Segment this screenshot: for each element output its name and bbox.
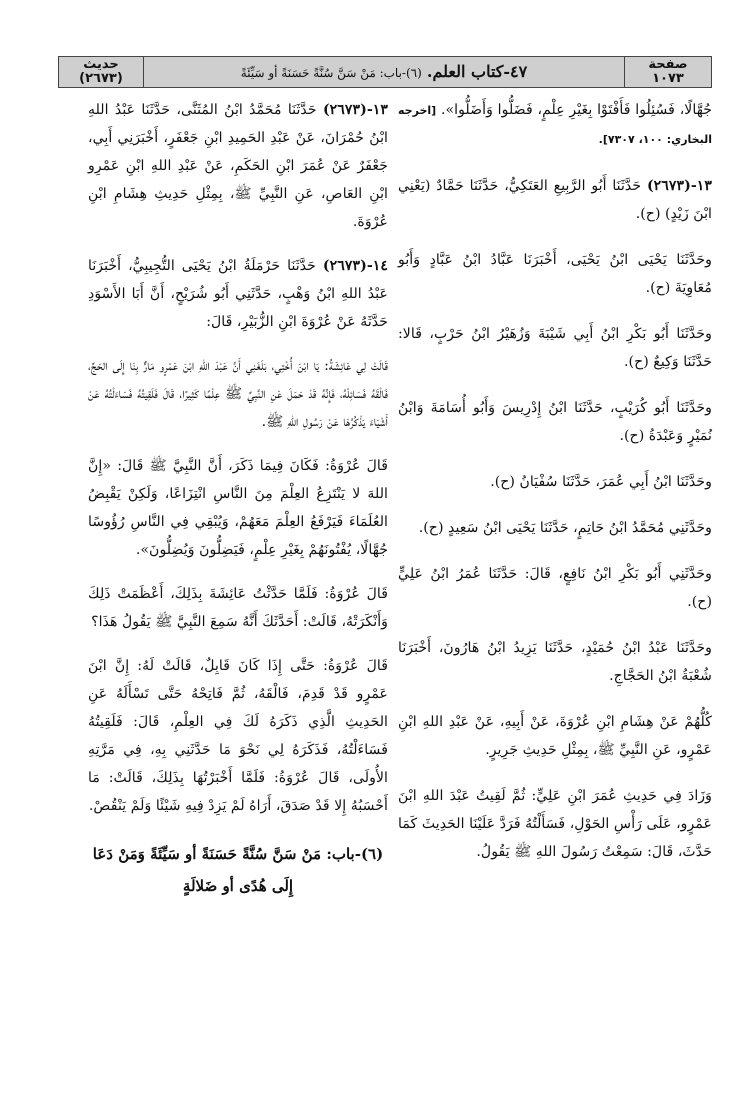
narration-chain: وحَدَّثَنِي أَبُو بَكْرِ ابْنُ نَافِعٍ، قَالَ: حَدَّثَنَا عُمَرُ ابْنُ عَلِيٍّ (ح). [398, 566, 712, 610]
hadith-label: حديث [83, 57, 119, 72]
narration-chain: وَزَادَ فِي حَدِيثِ عُمَرَ ابْنِ عَلِيٍّ: ثُمَّ لَقِيتُ عَبْدَ اللهِ ابْنَ عَمْرٍو، عَلَى رَأْسِ الحَوْلِ، فَسَأَلْتُهُ فَرَدَّ عَلَيْنَا الحَدِيثَ كَمَا حَدَّثَ، قَالَ: سَمِعْتُ رَسُولَ اللهِ ﷺ يَقُولُ. [398, 788, 712, 860]
hadith-text: جُهَّالًا، فَسُئِلُوا فَأَفْتَوْا بِغَيْرِ عِلْمٍ، فَضَلُّوا وَأَضَلُّوا». [اخرجه البخاري: ١٠٠، ٧٣٠٧]. [398, 102, 713, 146]
hadith-text: ١٣-(٢٦٧٣) حَدَّثَنَا مُحَمَّدُ ابْنُ المُثَنَّى، حَدَّثَنَا عَبْدُ اللهِ ابْنُ حُمْرَانَ، عَنْ عَبْدِ الحَمِيدِ ابْنِ جَعْفَرٍ، أَخْبَرَنِي أَبِي، جَعْفَرٌ عَنْ عُمَرَ ابْنِ الحَكَمِ، عَنْ عَبْدِ اللهِ ابْنِ عَمْرِو ابْنِ العَاصِ، عَنِ النَّبِيِّ ﷺ، بِمِثْلِ حَدِيثِ هِشَامِ ابْنِ عُرْوَةَ. [88, 102, 389, 230]
right-column [398, 96, 712, 866]
hadith-text: قَالَ عُرْوَةُ: فَكَانَ فِيمَا ذَكَرَ، أَنَّ النَّبِيَّ ﷺ قَالَ: «إِنَّ اللهَ لا يَنْتَزِعُ العِلْمَ مِنَ النَّاسِ انْتِزَاعًا، وَلَكِنْ يَقْبِضُ العُلَمَاءَ فَيَرْفَعُ العِلْمَ مَعَهُمْ، وَيُبْقِي فِي النَّاسِ رُؤُوسًا جُهَّالًا، يُفْتُونَهُمْ بِغَيْرِ عِلْمٍ، فَيَضِلُّونَ وَيُضِلُّونَ». [88, 458, 388, 558]
chapter-ref: (٦)-باب: مَنْ سَنَّ سُنَّةً حَسَنَةً أو سَيِّئَةً [240, 66, 422, 80]
page-label: صفحة [648, 57, 688, 72]
hadith-text: قَالَ عُرْوَةُ: حَتَّى إِذَا كَانَ قَابِلٌ، قَالَتْ لَهُ: إِنَّ ابْنَ عَمْرٍو قَدْ قَدِمَ، فَالْقَهُ، ثُمَّ فَاتِحْهُ حَتَّى تَسْأَلَهُ عَنِ الحَدِيثِ الَّذِي ذَكَرَهُ لَكَ فِي العِلْمِ، قَالَ: فَلَقِيتُهُ فَسَاءَلْتُهُ، فَذَكَرَهُ لِي نَحْوَ مَا حَدَّثَنِي بِهِ، فِي مَرَّتِهِ الأُولَى، قَالَ عُرْوَةُ: فَلَمَّا أَخْبَرْتُهَا بِذَلِكَ، قَالَتْ: مَا أَحْسَبُهُ إِلا قَدْ صَدَقَ، أَرَاهُ لَمْ يَزِدْ فِيهِ شَيْئًا وَلَمْ يَنْقُصْ. [88, 658, 388, 814]
narration-chain: وحَدَّثَنِي مُحَمَّدُ ابْنُ حَاتِمٍ، حَدَّثَنَا يَحْيَى ابْنُ سَعِيدٍ (ح). [418, 520, 712, 536]
page-number: ١٠٧٣ [652, 71, 684, 86]
hadith-number: (٢٦٧٣) [79, 71, 123, 86]
book-title: ٤٧-كتاب العلم. [426, 62, 528, 81]
hadith-number: ١٤-(٢٦٧٣) [322, 258, 388, 274]
narration-chain: وحَدَّثَنَا أَبُو كُرَيْبٍ، حَدَّثَنَا ابْنُ إِدْرِيسَ وَأَبُو أُسَامَةَ وَابْنُ نُمَيْرٍ وَعَبْدَةُ (ح). [398, 400, 712, 444]
narration-chain: وحَدَّثَنَا يَحْيَى ابْنُ يَحْيَى، أَخْبَرَنَا عَبَّادُ ابْنُ عَبَّادٍ وَأَبُو مُعَاوِيَةَ (ح). [398, 252, 712, 296]
hadith-text: ١٤-(٢٦٧٣) حَدَّثَنَا حَرْمَلَةُ ابْنُ يَحْيَى التُّجِيبِيُّ، أَخْبَرَنَا عَبْدُ اللهِ ابْنُ وَهْبٍ، حَدَّثَنِي أَبُو شُرَيْحٍ، أَنَّ أَبَا الأَسْوَدِ حَدَّثَهُ عَنْ عُرْوَةَ ابْنِ الزُّبَيْرِ، قَالَ: [88, 258, 388, 330]
source-reference: [اخرجه البخاري: ١٠٠، ٧٣٠٧]. [398, 104, 712, 146]
narration-chain: كُلُّهُمْ عَنْ هِشَامِ ابْنِ عُرْوَةَ، عَنْ أَبِيهِ، عَنْ عَبْدِ اللهِ ابْنِ عَمْرٍو، عَنِ النَّبِيِّ ﷺ، بِمِثْلِ حَدِيثِ جَرِيرٍ. [398, 714, 712, 758]
left-column [88, 96, 388, 902]
hadith-text: قَالَ عُرْوَةُ: فَلَمَّا حَدَّثْتُ عَائِشَةَ بِذَلِكَ، أَعْظَمَتْ ذَلِكَ وَأَنْكَرَتْهُ، قَالَتْ: أَحَدَّثَكَ أَنَّهُ سَمِعَ النَّبِيَّ ﷺ يَقُولُ هَذَا؟ [88, 586, 388, 630]
narration-chain: وحَدَّثَنَا أَبُو بَكْرِ ابْنُ أَبِي شَيْبَةَ وَزُهَيْرُ ابْنُ حَرْبٍ، قَالا: حَدَّثَنَا وَكِيعٌ (ح). [398, 326, 712, 370]
page-header [58, 56, 712, 88]
chapter-title: (٦)-باب: مَنْ سَنَّ سُنَّةً حَسَنَةً أو سَيِّئَةً وَمَنْ دَعَا إِلَى هُدًى أو ضَلالَةٍ [92, 845, 384, 895]
narration-chain: وحَدَّثَنَا عَبْدُ ابْنُ حُمَيْدٍ، حَدَّثَنَا يَزِيدُ ابْنُ هَارُونَ، أَخْبَرَنَا شُعْبَةُ ابْنُ الحَجَّاجِ. [398, 640, 712, 684]
hadith-number-box [59, 57, 144, 88]
hadith-number: ١٣-(٢٦٧٣) [646, 178, 712, 194]
hadith-number: ١٣-(٢٦٧٣) [322, 102, 389, 118]
page-number-box [624, 57, 711, 88]
narration-chain: وحَدَّثَنَا ابْنُ أَبِي عُمَرَ، حَدَّثَنَا سُفْيَانُ (ح). [490, 474, 712, 490]
header-title [145, 57, 623, 87]
hadith-text: ١٣-(٢٦٧٣) حَدَّثَنَا أَبُو الرَّبِيعِ العَتَكِيُّ، حَدَّثَنَا حَمَّادٌ (يَعْنِي ابْنَ زَيْدٍ) (ح). [398, 178, 712, 222]
hadith-text: قَالَتْ لِي عَائِشَةُ: يَا ابْنَ أُخْتِي، بَلَغَنِي أَنَّ عَبْدَ اللهِ ابْنَ عَمْرٍو مَارٌّ بِنَا إِلَى الحَجِّ، فَالْقَهُ فَسَائِلْهُ، فَإِنَّهُ قَدْ حَمَلَ عَنِ النَّبِيِّ ﷺ عِلْمًا كَثِيرًا، قَالَ فَلَقِيتُهُ فَسَاءَلْتُهُ عَنْ أَشْيَاءَ يَذْكُرُهَا عَنْ رَسُولِ اللهِ ﷺ. [88, 358, 388, 430]
